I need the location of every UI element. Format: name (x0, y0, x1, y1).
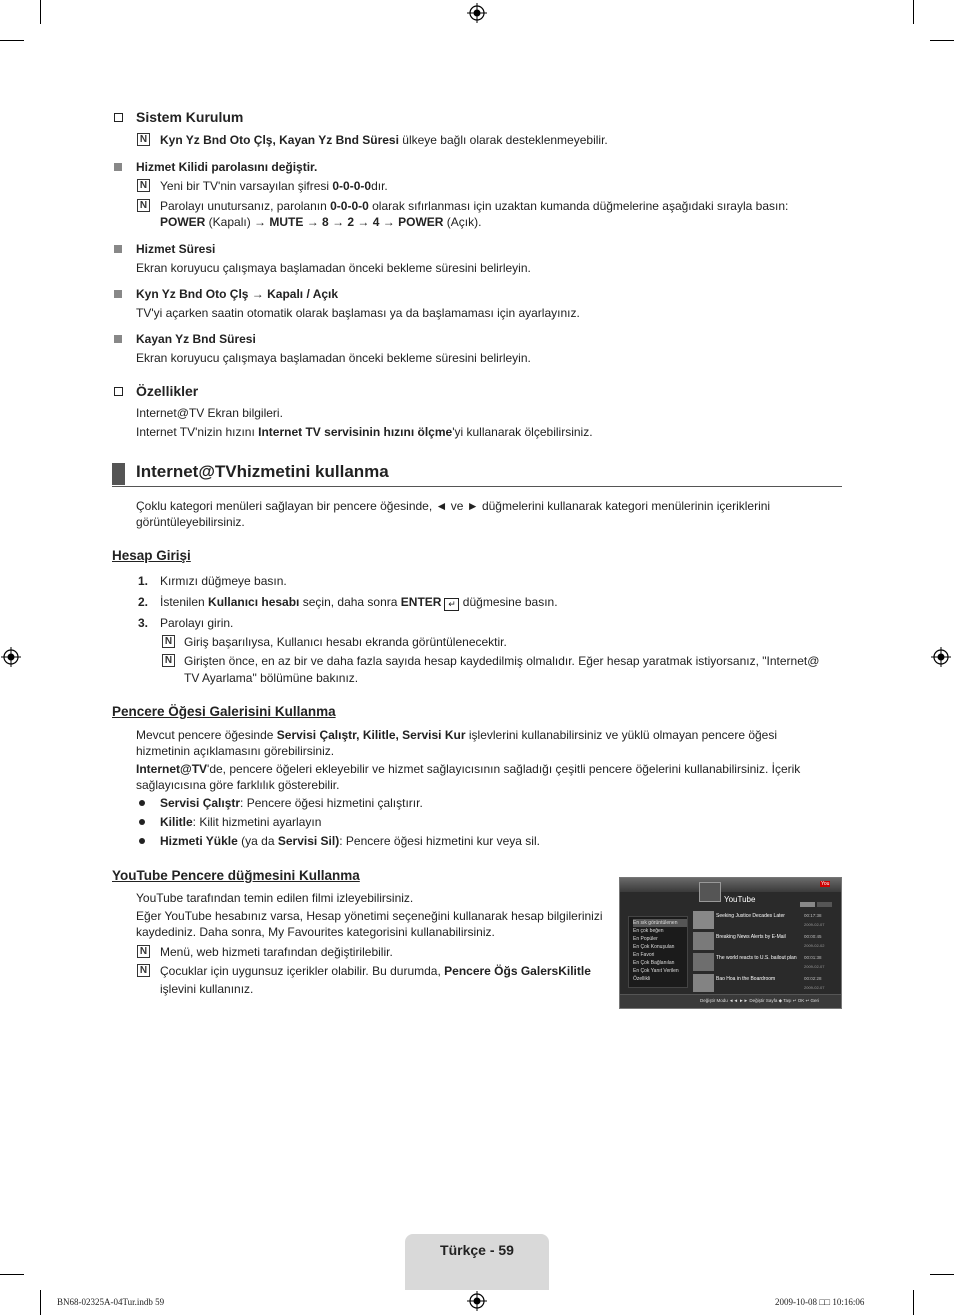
step-number: 1. (138, 574, 149, 588)
video-title: Seeking Justice Decades Later (716, 913, 785, 919)
subsection-title: Pencere Öğesi Galerisini Kullanma (112, 704, 336, 719)
section-title: Sistem Kurulum (136, 109, 244, 125)
screen-tab[interactable] (817, 902, 832, 907)
registration-mark-icon (1, 647, 21, 667)
video-date: 2009-02-07 (804, 964, 825, 969)
video-title: The world reacts to U.S. bailout plan (716, 955, 797, 961)
square-bullet-icon (114, 335, 122, 343)
crop-mark (913, 1290, 914, 1315)
video-row[interactable] (693, 932, 825, 951)
square-bullet-icon (114, 290, 122, 298)
video-thumbnail (693, 932, 714, 950)
checkbox-bullet-icon (114, 387, 123, 396)
bullet-icon (139, 819, 145, 825)
bullet-icon (139, 838, 145, 844)
category-item[interactable]: Özellikli (633, 976, 651, 982)
step-number: 2. (138, 595, 149, 609)
screen-tab[interactable] (800, 902, 815, 907)
subsection-title: YouTube Pencere düğmesini Kullanma (112, 868, 360, 883)
registration-mark-icon (467, 3, 487, 23)
category-item[interactable]: En Popüler (633, 936, 658, 942)
item-desc: Ekran koruyucu çalışmaya başlamadan önceki bekleme süresini belirleyin. (136, 351, 531, 365)
subsection-title: Hesap Girişi (112, 548, 191, 563)
video-time: 00:17:38 (804, 913, 822, 918)
paragraph-text: sağlayıcısına göre farklılık gösterebilir. (136, 778, 340, 792)
category-item[interactable]: En Çok Bağlanılan (633, 960, 675, 966)
category-item[interactable]: En Favori (633, 952, 655, 958)
page-number: Türkçe - 59 (440, 1242, 514, 1258)
note-text: Menü, web hizmeti tarafından değiştirilebilir. (160, 945, 393, 959)
step-text: Parolayı girin. (160, 616, 234, 630)
note-text: işlevini kullanınız. (160, 982, 254, 996)
crop-mark (0, 40, 24, 41)
checkbox-bullet-icon (114, 113, 123, 122)
registration-mark-icon (467, 1291, 487, 1311)
category-item[interactable]: En Çok Konuşulan (633, 944, 675, 950)
note-text: Giriş başarılıysa, Kullanıcı hesabı ekranda görüntülenecektir. (184, 635, 507, 649)
bullet-text: Hizmeti Yükle (ya da Servisi Sil): Pencere öğesi hizmetini kur veya sil. (160, 834, 540, 848)
youtube-tv-icon (699, 882, 721, 902)
note-icon: N (162, 654, 175, 667)
heading-bar (112, 463, 125, 485)
video-thumbnail (693, 974, 714, 992)
category-item[interactable]: En sık görüntülenen (633, 919, 687, 927)
video-thumbnail (693, 911, 714, 929)
video-title: Breaking News Alerts by E-Mail (716, 934, 786, 940)
square-bullet-icon (114, 163, 122, 171)
page-heading: Internet@TVhizmetini kullanma (136, 462, 389, 481)
step-text: İstenilen Kullanıcı hesabı seçin, daha sonra ENTER ↵ düğmesine basın. (160, 595, 558, 609)
item-title: Kyn Yz Bnd Oto Çlş → Kapalı / Açık (136, 287, 339, 301)
video-date: 2009-02-07 (804, 985, 825, 990)
note-icon: N (137, 945, 150, 958)
note-text: TV Ayarlama" bölümüne bakınız. (184, 671, 359, 685)
video-time: 00:01:38 (804, 955, 822, 960)
intro-text: Çoklu kategori menüleri sağlayan bir pencere öğesinde, ◄ ve ► düğmelerini kullanarak kategori menülerinin içeriklerini (136, 499, 771, 513)
bullet-icon (139, 800, 145, 806)
note-text: Çocuklar için uygunsuz içerikler olabilir. Bu durumda, Pencere Öğs GalersKilitle (160, 964, 591, 978)
crop-mark (913, 0, 914, 24)
paragraph-text: YouTube tarafından temin edilen filmi izleyebilirsiniz. (136, 891, 414, 905)
note-text: Kyn Yz Bnd Oto Çlş, Kayan Yz Bnd Süresi ülkeye bağlı olarak desteklenmeyebilir. (160, 133, 608, 147)
item-desc: Ekran koruyucu çalışmaya başlamadan önceki bekleme süresini belirleyin. (136, 261, 531, 275)
note-icon: N (137, 133, 150, 146)
paragraph-text: Eğer YouTube hesabınız varsa, Hesap yönetimi seçeneğini kullanarak hesap bilgilerinizi (136, 909, 603, 923)
paragraph-text: Internet@TV'de, pencere öğeleri ekleyebilir ve hizmet sağlayıcısının sağladığı çeşitli pencere öğelerini kullanabilirsiniz. İçerik (136, 762, 801, 776)
video-time: 00:02:28 (804, 976, 822, 981)
category-item[interactable]: En çok beğen (633, 928, 664, 934)
video-date: 2009-02-02 (804, 943, 825, 948)
screen-footer-text: Değiştir Modu ◄◄ ►► Değiştir Sayfa ◆ Taşı ↵ OK ↩ Geri (700, 998, 820, 1003)
video-row[interactable] (693, 974, 825, 993)
item-desc: TV'yi açarken saatin otomatik olarak başlaması ya da başlamaması için ayarlayınız. (136, 306, 580, 320)
paragraph-text: hizmetinin açıklamasını görebilirsiniz. (136, 744, 335, 758)
category-sidebar (628, 916, 688, 988)
print-footer-left: BN68-02325A-04Tur.indb 59 (57, 1297, 165, 1307)
bullet-text: Servisi Çalıştr: Pencere öğesi hizmetini çalıştırır. (160, 796, 423, 810)
print-footer-right: 2009-10-08 □□ 10:16:06 (775, 1297, 865, 1307)
heading-rule (112, 486, 842, 487)
video-time: 00:00:45 (804, 934, 822, 939)
paragraph-text: Mevcut pencere öğesinde Servisi Çalıştr, Kilitle, Servisi Kur işlevlerini kullanabilirsiniz ve yüklü olmayan pencere öğesi (136, 728, 778, 742)
video-row[interactable] (693, 953, 825, 972)
item-desc: Internet TV'nizin hızını Internet TV servisinin hızını ölçme'yi kullanarak ölçebilirsiniz. (136, 425, 593, 439)
note-icon: N (137, 199, 150, 212)
enter-icon: ↵ (444, 598, 459, 611)
item-title: Hizmet Süresi (136, 242, 216, 256)
crop-mark (40, 0, 41, 24)
step-number: 3. (138, 616, 149, 630)
item-title: Hizmet Kilidi parolasını değiştir. (136, 160, 318, 174)
bullet-text: Kilitle: Kilit hizmetini ayarlayın (160, 815, 322, 829)
screen-top-bar (620, 878, 841, 892)
note-text: Girişten önce, en az bir ve daha fazla sayıda hesap kaydedilmiş olmalıdır. Eğer hesap yaratmak istiyorsanız, "Internet@ (184, 654, 820, 668)
crop-mark (0, 1274, 24, 1275)
note-icon: N (137, 964, 150, 977)
video-title: Bao Hoa in the Boardroom (716, 976, 776, 982)
item-desc: Internet@TV Ekran bilgileri. (136, 406, 283, 420)
crop-mark (930, 1274, 954, 1275)
youtube-logo: You (821, 881, 830, 887)
registration-mark-icon (931, 647, 951, 667)
step-text: Kırmızı düğmeye basın. (160, 574, 287, 588)
note-text: POWER (Kapalı) → MUTE → 8 → 2 → 4 → POWER (Açık). (160, 215, 482, 229)
category-item[interactable]: En Çok Yanıt Verilen (633, 968, 679, 974)
note-icon: N (162, 635, 175, 648)
section-title: Özellikler (136, 383, 199, 399)
note-icon: N (137, 179, 150, 192)
intro-text: görüntüleyebilirsiniz. (136, 515, 245, 529)
crop-mark (930, 40, 954, 41)
note-text: Yeni bir TV'nin varsayılan şifresi 0-0-0-0dır. (160, 179, 388, 193)
video-thumbnail (693, 953, 714, 971)
crop-mark (40, 1290, 41, 1315)
video-date: 2009-02-07 (804, 922, 825, 927)
screen-brand: YouTube (724, 895, 756, 904)
video-row[interactable] (693, 911, 825, 930)
note-text: Parolayı unutursanız, parolanın 0-0-0-0 olarak sıfırlanması için uzaktan kumanda düğmelerine aşağıdaki sırayla basın: (160, 199, 789, 213)
square-bullet-icon (114, 245, 122, 253)
paragraph-text: kaydediniz. Daha sonra, My Favourites kategorisini kullanabilirsiniz. (136, 925, 495, 939)
item-title: Kayan Yz Bnd Süresi (136, 332, 256, 346)
